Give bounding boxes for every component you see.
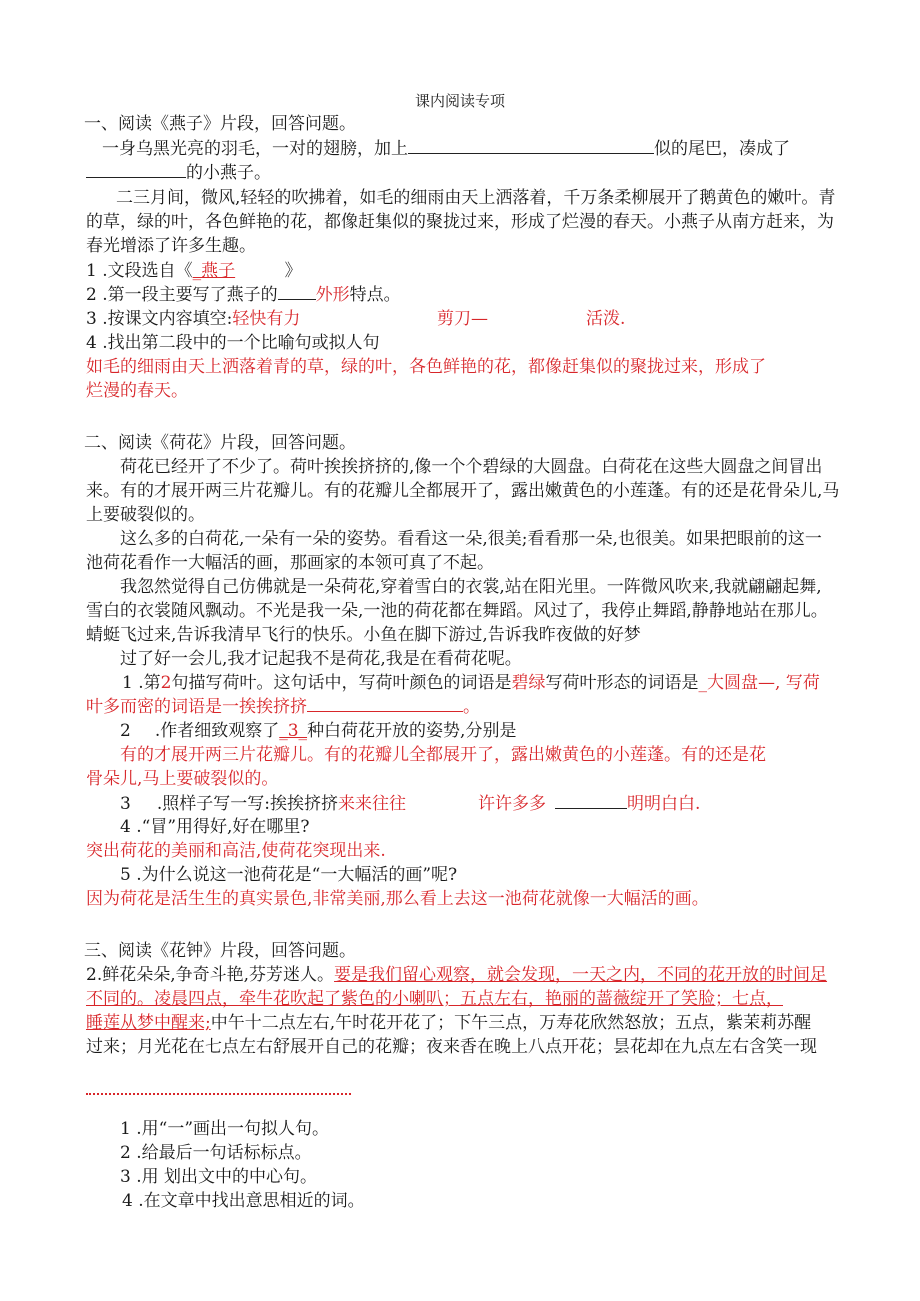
s1-question1 xyxy=(86,259,302,283)
s3-para-line1 xyxy=(86,963,827,987)
s1-q2-blank xyxy=(278,285,316,300)
s2-q1-a: 1 .第 xyxy=(122,673,161,693)
s2-q2-count-answer: _3_ xyxy=(279,721,308,741)
s1-p1a: 一身乌黑光亮的羽毛，一对的翅膀，加上 xyxy=(102,139,408,159)
s3-p1a: 2.鲜花朵朵,争奇斗艳,芬芳迷人。 xyxy=(86,965,335,985)
s2-q1-d: 写荷叶形态的词语是 xyxy=(545,673,699,693)
s2-para1-line1: 荷花已经开了不少了。荷叶挨挨挤挤的,像一个个碧绿的大圆盘。白荷花在这些大圆盘之间冒出 xyxy=(120,457,823,477)
s1-p1b: 似的尾巴，凑成了 xyxy=(654,139,790,159)
s3-p3b: 中午十二点左右,午时花开花了；下午三点，万寿花欣然怒放；五点，紫茉莉苏醒 xyxy=(210,1013,812,1033)
section1-heading: 一、阅读《燕子》片段，回答问题。 xyxy=(84,114,356,134)
page-title: 课内阅读专项 xyxy=(414,92,505,110)
s2-q2-c: 种白荷花开放的姿势,分别是 xyxy=(307,721,517,741)
s3-question3: 3 .用 划出文中的中心句。 xyxy=(120,1167,318,1187)
s2-q5-answer: 因为荷花是活生生的真实景色,非常美丽,那么看上去这一池荷花就像一大幅活的画。 xyxy=(86,889,709,909)
s3-para-line3 xyxy=(86,1011,811,1035)
s1-para1-line2 xyxy=(86,161,271,185)
s2-q3-answer-3: 明明白白. xyxy=(627,794,701,814)
s3-para-line4: 过来；月光花在七点左右舒展开自己的花瓣；夜来香在晚上八点开花；昙花却在九点左右含笑一现 xyxy=(86,1037,817,1057)
s2-q3-b: .照样子写一写:挨挨挤挤 xyxy=(156,794,338,814)
s1-blank-1 xyxy=(408,139,654,154)
s2-question2 xyxy=(120,719,516,743)
s2-q3-answer-1: 来来往往 xyxy=(337,794,406,814)
s2-q1-shape-answer: _大圆盘—, 写荷 xyxy=(698,673,820,693)
s2-q1-end: 。 xyxy=(463,697,480,717)
s1-q2-end: 特点。 xyxy=(349,285,401,305)
s2-q1-color-answer: 碧绿 xyxy=(511,673,546,693)
s2-q2-num: 2 xyxy=(120,721,131,741)
s2-q4-answer: 突出荷花的美丽和高洁,使荷花突现出来. xyxy=(86,841,386,861)
s2-para2-line1: 这么多的白荷花,一朵有一朵的姿势。看看这一朵,很美;看看那一朵,也很美。如果把眼前的这一 xyxy=(120,529,822,549)
s2-q1-dense-answer: 叶多而密的词语是一挨挨挤挤 xyxy=(86,697,307,717)
s3-p3a: 睡莲从梦中醒来; xyxy=(86,1013,211,1033)
s1-para2-line3: 春光增添了许多生趣。 xyxy=(86,236,256,256)
s2-para4: 过了好一会儿,我才记起我不是荷花,我是在看荷花呢。 xyxy=(120,649,522,669)
s2-question1-line2 xyxy=(86,695,480,719)
s2-q1-num: 2 xyxy=(160,673,172,693)
s2-q2-answer-line1: 有的才展开两三片花瓣儿。有的花瓣儿全都展开了，露出嫩黄色的小莲蓬。有的还是花 xyxy=(120,745,766,765)
s2-question5: 5 .为什么说这一池荷花是“一大幅活的画”呢? xyxy=(120,865,458,885)
s2-para1-line3: 上要破裂似的。 xyxy=(86,505,205,525)
s3-question4: 4 .在文章中找出意思相近的词。 xyxy=(122,1191,365,1211)
s1-q2-text: 2 .第一段主要写了燕子的 xyxy=(86,285,278,305)
section2-heading: 二、阅读《荷花》片段，回答问题。 xyxy=(84,433,356,453)
s2-para1-line2: 来。有的才展开两三片花瓣儿。有的花瓣儿全都展开了，露出嫩黄色的小莲蓬。有的还是花骨朵儿,马 xyxy=(86,481,840,501)
s2-q3-tail xyxy=(555,792,700,816)
s2-q1-b: 句描写荷叶。这句话中，写荷叶颜色的词语是 xyxy=(171,673,512,693)
s2-para2-line2: 池荷花看作一大幅活的画，那画家的本领可真了不起。 xyxy=(86,553,494,573)
s2-q3-num: 3 xyxy=(120,794,131,814)
s2-q2-answer-line2: 骨朵儿,马上要破裂似的。 xyxy=(86,769,279,789)
s2-q3-answer-2: 许许多多 xyxy=(478,794,546,814)
s2-question4: 4 .“冒”用得好,好在哪里? xyxy=(120,817,310,837)
s1-question4: 4 .找出第二段中的一个比喻句或拟人句 xyxy=(86,333,380,353)
s2-q2-b: .作者细致观察了 xyxy=(154,721,280,741)
s2-para3-line3: 蜻蜓飞过来,告诉我清早飞行的快乐。小鱼在脚下游过,告诉我昨夜做的好梦 xyxy=(86,625,641,645)
s3-question1: 1 .用“一”画出一句拟人句。 xyxy=(120,1119,330,1139)
s1-q4-answer-line2: 烂漫的春天。 xyxy=(86,381,188,401)
s1-q4-answer-line1: 如毛的细雨由天上洒落着青的草，绿的叶，各色鲜艳的花，都像赶集似的聚拢过来，形成了 xyxy=(86,357,766,377)
s1-question2 xyxy=(86,283,401,307)
s1-q3-text: 3 .按课文内容填空: xyxy=(86,309,233,329)
s1-para1-line1 xyxy=(102,137,790,161)
s1-question3 xyxy=(86,307,300,331)
s2-para3-line2: 雪白的衣裳随风飘动。不光是我一朵,一池的荷花都在舞蹈。风过了，我停止舞蹈,静静地站在那儿。 xyxy=(86,601,828,621)
s1-p1c: 的小燕子。 xyxy=(186,163,271,183)
s3-p1b: 要是我们留心观察，就会发现，一天之内，不同的花开放的时间足 xyxy=(334,965,828,985)
s3-dotted-answer-line xyxy=(86,1093,351,1095)
s1-para2-line2: 的草，绿的叶，各色鲜艳的花，都像赶集似的聚拢过来，形成了烂漫的春天。小燕子从南方赶来，为 xyxy=(86,212,834,232)
s1-q1-text: 1 .文段选自《 xyxy=(86,261,193,281)
s1-q3-answer-a: 轻快有力 xyxy=(232,309,301,329)
s2-question3 xyxy=(120,792,406,816)
s1-q1-answer: _燕子 xyxy=(192,261,236,281)
s2-q3-blank xyxy=(555,794,627,809)
s2-para3-line1: 我忽然觉得自己仿佛就是一朵荷花,穿着雪白的衣裳,站在阳光里。一阵微风吹来,我就翩翩起舞, xyxy=(120,577,822,597)
s2-question1-line1 xyxy=(122,671,820,695)
s1-q3-answer-b: 剪刀— xyxy=(437,309,488,329)
s1-blank-2 xyxy=(86,163,186,178)
s1-q3-answer-c: 活泼. xyxy=(586,309,626,329)
s1-para2-line1: 二三月间，微风,轻轻的吹拂着，如毛的细雨由天上洒落着，千万条柔柳展开了鹅黄色的嫩叶。青 xyxy=(116,188,836,208)
s3-question2: 2 .给最后一句话标标点。 xyxy=(120,1143,312,1163)
s1-q1-end: 》 xyxy=(284,261,302,281)
s3-para-line2: 不同的。凌晨四点，牵牛花吹起了紫色的小喇叭；五点左右，艳丽的蔷薇绽开了笑脸；七点， xyxy=(86,989,783,1009)
s1-q2-answer: 外形 xyxy=(315,285,350,305)
s2-q1-blank xyxy=(307,697,463,712)
section3-heading: 三、阅读《花钟》片段，回答问题。 xyxy=(84,941,356,961)
